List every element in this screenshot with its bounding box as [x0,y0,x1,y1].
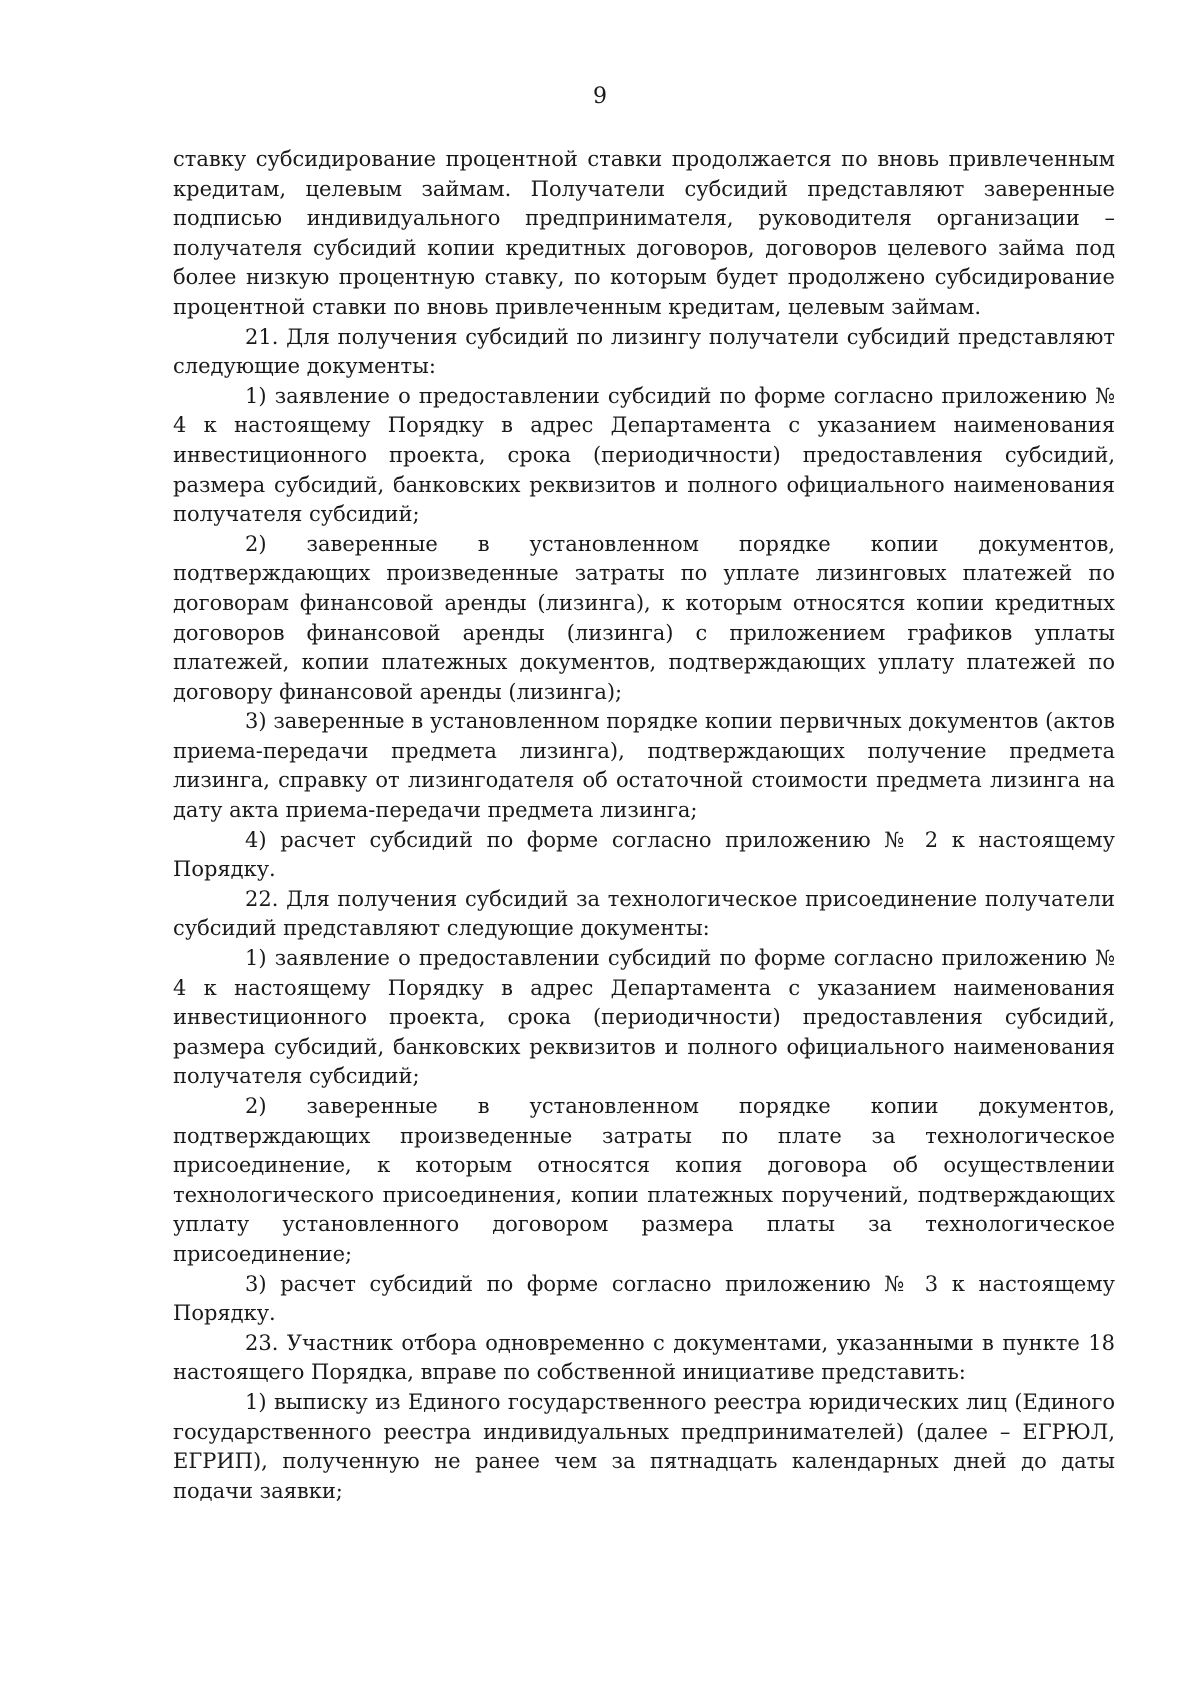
paragraph-21-item-3: 3) заверенные в установленном порядке копии первичных документов (актов приема-передачи предмета лизинга), подтверждающих получение предмета лизинга, справку от лизингодателя об остаточной стоимости предмета лизинга на дату акта приема-передачи предмета лизинга; [173,709,1115,823]
paragraph-21-item-1: 1) заявление о предоставлении субсидий по форме согласно приложению № 4 к настоящему Порядку в адрес Департамента с указанием наименования инвестиционного проекта, срока (периодичности) предоставления субсидий, размера субсидий, банковских реквизитов и полного официального наименования получателя субсидий; [173,383,1115,527]
paragraph-22-item-1: 1) заявление о предоставлении субсидий по форме согласно приложению № 4 к настоящему Порядку в адрес Департамента с указанием наименования инвестиционного проекта, срока (периодичности) предоставления субсидий, размера субсидий, банковских реквизитов и полного официального наименования получателя субсидий; [173,946,1115,1089]
paragraph-22-item-3: 3) расчет субсидий по форме согласно приложению № 3 к настоящему Порядку. [173,1271,1115,1326]
paragraph-21-item-2: 2) заверенные в установленном порядке копии документов, подтверждающих произведенные затраты по уплате лизинговых платежей по договорам финансовой аренды (лизинга), к которым относятся копии кредитных договоров финансовой аренды (лизинга) с приложением графиков уплаты платежей, копии платежных документов, подтверждающих уплату платежей по договору финансовой аренды (лизинга); [173,531,1115,704]
paragraph-continuation: ставку субсидирование процентной ставки продолжается по вновь привлеченным кредитам, целевым займам. Получатели субсидий представляют заверенные подписью индивидуального предпринимателя, руководителя организации – получателя субсидий копии кредитных договоров, договоров целевого займа под более низкую процентную ставку, по которым будет продолжено субсидирование процентной ставки по вновь привлеченным кредитам, целевым займам. [173,147,1115,319]
paragraph-23: 23. Участник отбора одновременно с документами, указанными в пункте 18 настоящего Порядка, вправе по собственной инициативе представить: [173,1330,1115,1385]
document-body [173,145,1115,1506]
paragraph-23-item-1: 1) выписку из Единого государственного реестра юридических лиц (Единого государственного реестра индивидуальных предпринимателей) (далее – ЕГРЮЛ, ЕГРИП), полученную не ранее чем за пятнадцать календарных дней до даты подачи заявки; [173,1389,1115,1503]
page-number: 9 [593,84,607,109]
paragraph-22: 22. Для получения субсидий за технологическое присоединение получатели субсидий представляют следующие документы: [173,886,1115,941]
paragraph-22-item-2: 2) заверенные в установленном порядке копии документов, подтверждающих произведенные затраты по плате за технологическое присоединение, к которым относятся копия договора об осуществлении технологического присоединения, копии платежных поручений, подтверждающих уплату установленного договором размера платы за технологическое присоединение; [173,1094,1115,1266]
paragraph-21: 21. Для получения субсидий по лизингу получатели субсидий представляют следующие документы: [173,324,1115,379]
paragraph-21-item-4: 4) расчет субсидий по форме согласно приложению № 2 к настоящему Порядку. [173,827,1115,882]
